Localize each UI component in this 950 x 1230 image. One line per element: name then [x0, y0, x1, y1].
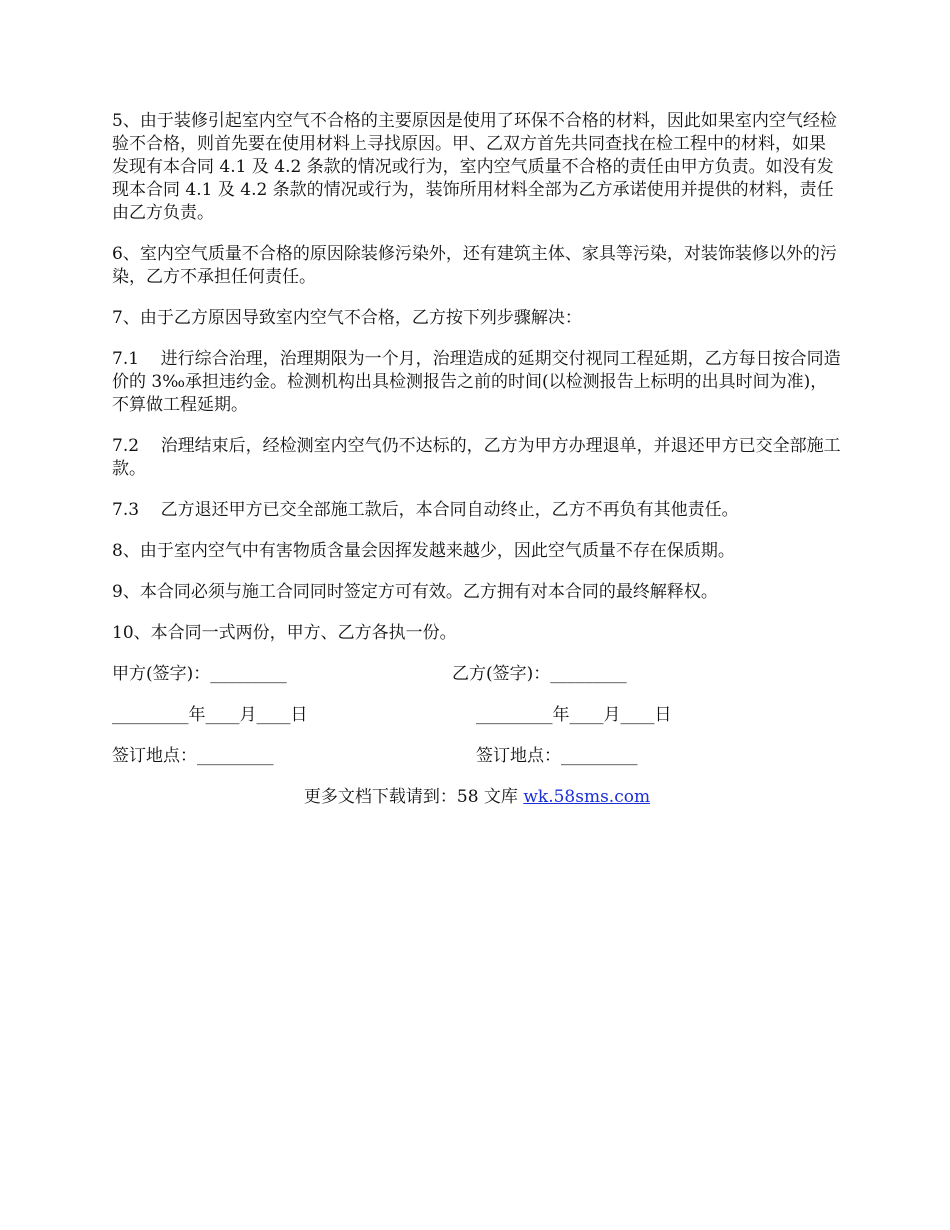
party-b-date: _________年____月____日: [476, 705, 672, 725]
clause-9: 9、本合同必须与施工合同同时签定方可有效。乙方拥有对本合同的最终解释权。: [112, 582, 718, 602]
clause-7-2: 7.2 治理结束后，经检测室内空气仍不达标的，乙方为甲方办理退单，并退还甲方已交全部施工款。: [112, 436, 841, 479]
footer-link[interactable]: wk.58sms.com: [523, 787, 651, 807]
clause-6: 6、室内空气质量不合格的原因除装修污染外，还有建筑主体、家具等污染，对装饰装修以外的污染，乙方不承担任何责任。: [112, 244, 837, 287]
clause-7-3: 7.3 乙方退还甲方已交全部施工款后，本合同自动终止，乙方不再负有其他责任。: [112, 500, 739, 520]
party-a-place: 签订地点：_________: [112, 746, 274, 766]
party-a-date: _________年____月____日: [112, 705, 308, 725]
party-b-signature: 乙方(签字)：_________: [452, 664, 627, 684]
date-row: [112, 704, 842, 727]
clause-7: 7、由于乙方原因导致室内空气不合格，乙方按下列步骤解决：: [112, 308, 582, 328]
signature-row: [112, 663, 842, 686]
party-a-signature: 甲方(签字)：_________: [112, 664, 287, 684]
document-page: [112, 110, 842, 809]
clause-7-1: 7.1 进行综合治理，治理期限为一个月，治理造成的延期交付视同工程延期，乙方每日按合同造价的 3‰承担违约金。检测机构出具检测报告之前的时间(以检测报告上标明的出具时间为准)，不算做工程延期。: [112, 349, 841, 415]
footer-prefix: 更多文档下载请到：58 文库: [303, 787, 524, 807]
place-row: [112, 745, 842, 768]
footer: [112, 786, 842, 809]
clause-5: 5、由于装修引起室内空气不合格的主要原因是使用了环保不合格的材料，因此如果室内空气经检验不合格，则首先要在使用材料上寻找原因。甲、乙双方首先共同查找在检工程中的材料，如果发现有本合同 4.1 及 4.2 条款的情况或行为，室内空气质量不合格的责任由甲方负责。如没有发现本合同 4.1 及 4.2 条款的情况或行为，装饰所用材料全部为乙方承诺使用并提供的材料，责任由乙方负责。: [112, 111, 837, 223]
party-b-place: 签订地点：_________: [476, 746, 638, 766]
clause-8: 8、由于室内空气中有害物质含量会因挥发越来越少，因此空气质量不存在保质期。: [112, 541, 735, 561]
clause-10: 10、本合同一式两份，甲方、乙方各执一份。: [112, 623, 457, 643]
